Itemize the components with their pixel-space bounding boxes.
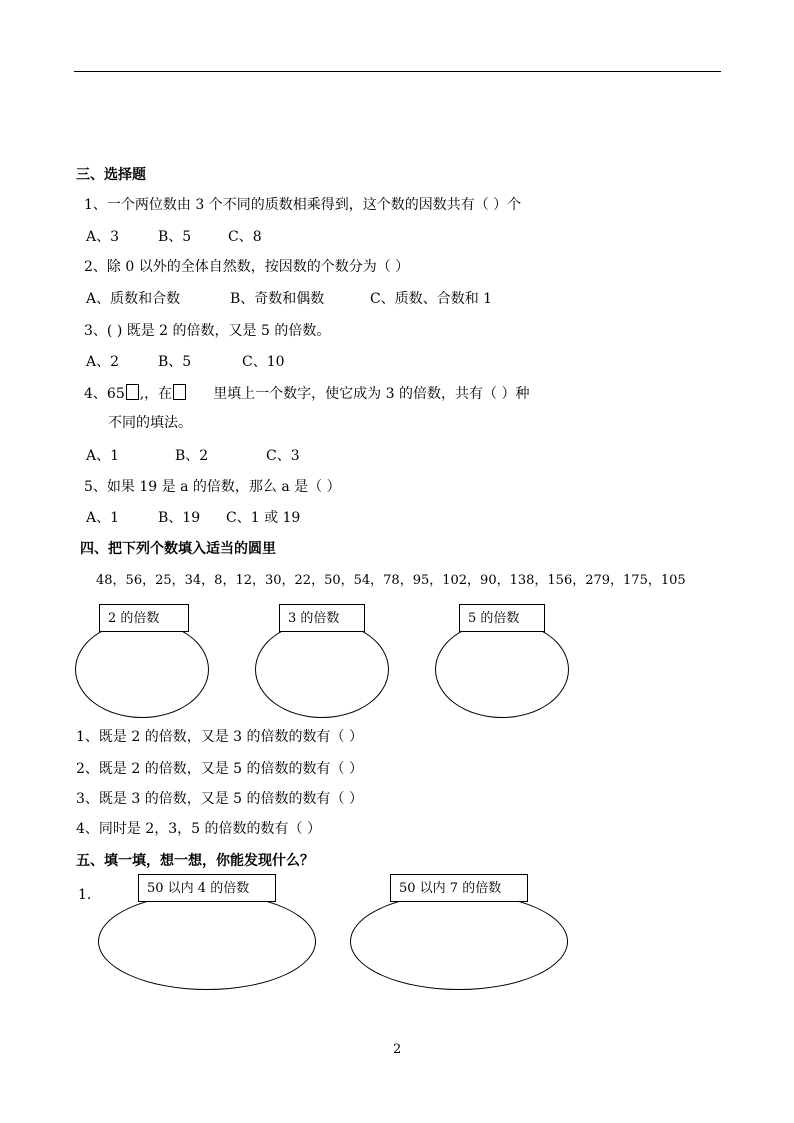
- q4-option-c: C、3: [266, 448, 300, 464]
- label-multiples-of-7-within-50: 50 以内 7 的倍数: [390, 874, 528, 902]
- circle-multiples-of-3[interactable]: [255, 621, 389, 718]
- q4-prefix: 4、65: [84, 386, 125, 402]
- label-multiples-of-4-within-50: 50 以内 4 的倍数: [138, 874, 276, 902]
- fill-question-2: 2、既是 2 的倍数，又是 5 的倍数的数有（ ）: [76, 761, 363, 777]
- q5-option-a: A、1: [86, 510, 120, 526]
- q2-option-a: A、质数和合数: [86, 291, 181, 307]
- section-5-title: 五、填一填，想一想，你能发现什么？: [76, 853, 314, 869]
- question-2: 2、除 0 以外的全体自然数，按因数的个数分为（ ）: [84, 259, 410, 275]
- label-multiples-of-5: 5 的倍数: [459, 604, 545, 632]
- label-multiples-of-2: 2 的倍数: [99, 604, 189, 632]
- q5-option-c: C、1 或 19: [226, 510, 301, 526]
- q1-option-c: C、8: [228, 229, 262, 245]
- q4-option-b: B、2: [175, 448, 209, 464]
- q4-mid: ,，在: [139, 386, 173, 402]
- circle-multiples-of-7-within-50[interactable]: [350, 893, 568, 990]
- q3-option-c: C、10: [242, 354, 285, 370]
- section-4-title: 四、把下列个数填入适当的圆里: [80, 541, 276, 557]
- circle-multiples-of-2[interactable]: [75, 621, 209, 718]
- q4-rest: 里填上一个数字，使它成为 3 的倍数，共有（ ）种: [213, 386, 530, 402]
- question-1: 1、一个两位数由 3 个不同的质数相乘得到，这个数的因数共有（ ）个: [84, 197, 522, 213]
- fill-question-4: 4、同时是 2，3，5 的倍数的数有（ ）: [76, 821, 321, 837]
- question-4-continued: 不同的填法。: [108, 415, 192, 431]
- question-5: 5、如果 19 是 a 的倍数，那么 a 是（ ）: [84, 479, 341, 495]
- fill-question-1: 1、既是 2 的倍数，又是 3 的倍数的数有（ ）: [76, 729, 363, 745]
- circle-multiples-of-5[interactable]: [435, 621, 569, 718]
- q2-option-c: C、质数、合数和 1: [370, 291, 493, 307]
- page-number: 2: [393, 1042, 402, 1057]
- q2-option-b: B、奇数和偶数: [230, 291, 325, 307]
- q3-option-b: B、5: [158, 354, 192, 370]
- q5-option-b: B、19: [158, 510, 201, 526]
- q3-option-a: A、2: [86, 354, 120, 370]
- q1-option-b: B、5: [158, 229, 192, 245]
- q4-option-a: A、1: [86, 448, 120, 464]
- number-list: 48，56，25，34，8，12，30，22，50，54，78，95，102，90，138，156，279，175，105: [96, 573, 686, 588]
- section-3-title: 三、选择题: [76, 167, 146, 183]
- fill-question-3: 3、既是 3 的倍数，又是 5 的倍数的数有（ ）: [76, 791, 363, 807]
- label-multiples-of-3: 3 的倍数: [279, 604, 365, 632]
- blank-box-icon: [173, 384, 186, 400]
- q1-option-a: A、3: [86, 229, 120, 245]
- question-4: [84, 384, 529, 403]
- question-3: 3、( ) 既是 2 的倍数，又是 5 的倍数。: [84, 323, 331, 339]
- header-rule: [74, 71, 721, 72]
- item-number: 1.: [78, 887, 92, 903]
- blank-box-icon: [126, 384, 139, 400]
- circle-multiples-of-4-within-50[interactable]: [98, 893, 316, 990]
